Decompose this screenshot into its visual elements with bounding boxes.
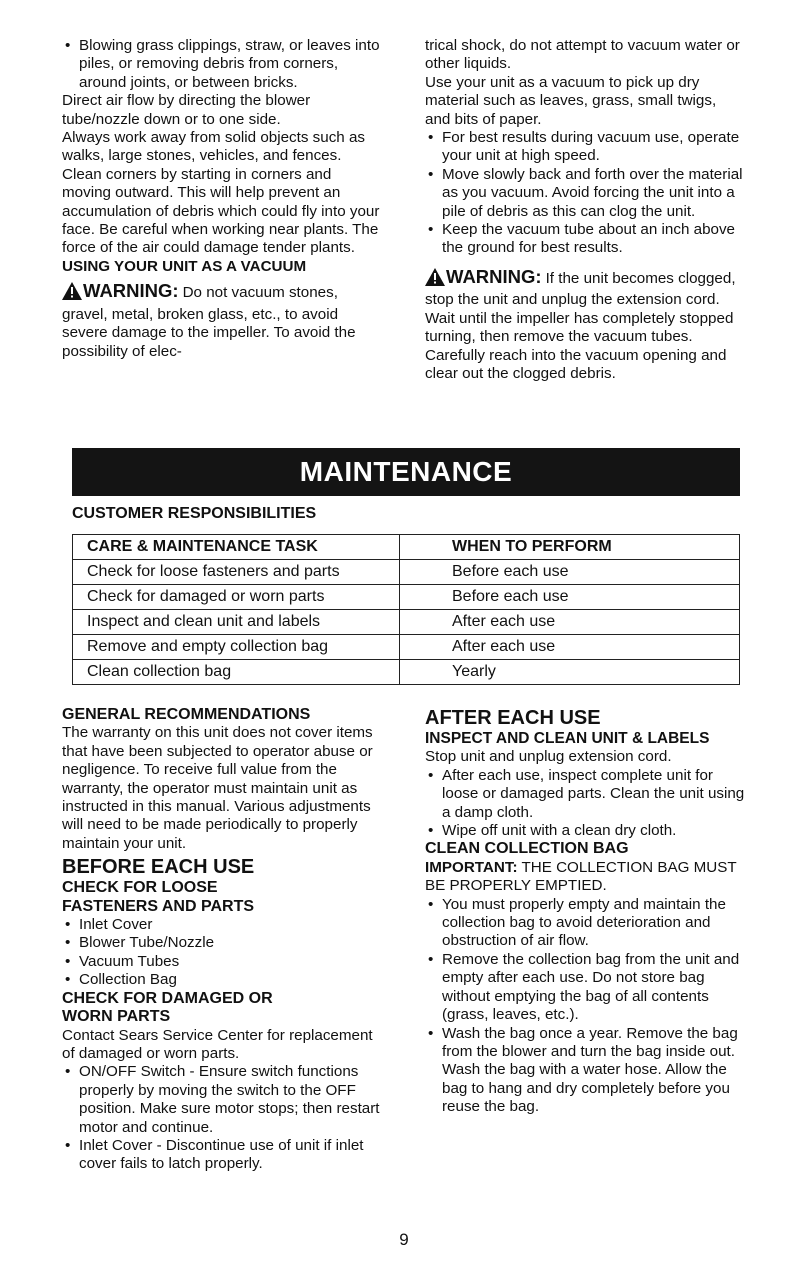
list-item: • Wash the bag once a year. Remove the bag from the blower and turn the bag inside out. Wash the bag with a water hose. Allow the bag to hang and dry completely before you reuse the bag. xyxy=(425,1025,745,1117)
paragraph: Clean corners by starting in corners and moving outward. This will help prevent an accumulation of debris which could fly into your face. Be careful when working near plants. The force of the air could damage tender plants. xyxy=(62,165,380,257)
list-item: • Remove the collection bag from the unit and empty after each use. Do not store bag without emptying the bag of all contents (grass, leaves, etc.). xyxy=(425,951,745,1025)
warning-label: WARNING: xyxy=(446,265,542,287)
list-item: • After each use, inspect complete unit for loose or damaged parts. Clean the unit using a damp cloth. xyxy=(425,767,745,822)
general-recommendations-heading: GENERAL RECOMMENDATIONS xyxy=(62,706,311,723)
table-cell: Before each use xyxy=(400,585,740,610)
list-item: • Blowing grass clippings, straw, or leaves into piles, or removing debris from corners, around joints, or between bricks. xyxy=(62,37,380,92)
table-row xyxy=(73,560,740,585)
warning-block xyxy=(62,282,380,361)
warning-block xyxy=(425,265,743,383)
list-item: • Blower Tube/Nozzle xyxy=(62,934,380,952)
check-loose-heading: CHECK FOR LOOSE FASTENERS AND PARTS xyxy=(62,879,255,915)
table-row xyxy=(73,585,740,610)
list-item: • ON/OFF Switch - Ensure switch functions properly by moving the switch to the OFF position. Make sure motor stops; then restart motor and continue. xyxy=(62,1063,380,1137)
page-number: 9 xyxy=(399,1230,409,1249)
list-item: • Inlet Cover xyxy=(62,916,380,934)
warning-triangle-icon xyxy=(425,268,445,291)
table-cell: Inspect and clean unit and labels xyxy=(73,610,400,635)
important-text: THE COLLECTION BAG MUST BE PROPERLY EMPTIED. xyxy=(425,858,737,895)
table-cell: Check for damaged or worn parts xyxy=(73,585,400,610)
table-header-row xyxy=(73,535,740,560)
list-item: • Move slowly back and forth over the material as you vacuum. Avoid forcing the unit into a pile of debris as this can clog the unit. xyxy=(425,166,743,221)
warning-text: If the unit becomes clogged, stop the unit and unplug the extension cord. Wait until the impeller has completely stopped turning, then remove the vacuum tubes. Carefully reach into the vacuum opening and clear out the clogged debris. xyxy=(425,269,736,382)
list-item: • Inlet Cover - Discontinue use of unit if inlet cover fails to latch properly. xyxy=(62,1137,380,1174)
list-item: • Keep the vacuum tube about an inch above the ground for best results. xyxy=(425,221,743,258)
table-cell: Yearly xyxy=(400,660,740,685)
check-damaged-heading: CHECK FOR DAMAGED OR WORN PARTS xyxy=(62,989,273,1026)
warning-triangle-icon xyxy=(62,282,82,305)
bottom-right-column xyxy=(425,706,745,1117)
warning-label: WARNING: xyxy=(83,280,179,302)
bottom-left-column xyxy=(62,706,380,1174)
before-each-use-heading: BEFORE EACH USE xyxy=(62,856,255,879)
paragraph: Always work away from solid objects such as walks, large stones, vehicles, and fences. xyxy=(62,129,366,165)
section-heading: USING YOUR UNIT AS A VACUUM xyxy=(62,257,307,275)
maintenance-table xyxy=(72,534,740,685)
table-cell: After each use xyxy=(400,610,740,635)
maintenance-banner: MAINTENANCE xyxy=(72,448,740,496)
after-each-use-heading: AFTER EACH USE xyxy=(425,707,601,729)
table-header: CARE & MAINTENANCE TASK xyxy=(73,535,400,560)
inspect-clean-heading: INSPECT AND CLEAN UNIT & LABELS xyxy=(425,730,710,747)
paragraph: Direct air flow by directing the blower tube/nozzle down or to one side. xyxy=(62,92,311,128)
top-right-column xyxy=(425,37,743,383)
important-note xyxy=(425,859,745,896)
list-item: • Collection Bag xyxy=(62,971,380,989)
table-cell: Before each use xyxy=(400,560,740,585)
customer-responsibilities-heading: CUSTOMER RESPONSIBILITIES xyxy=(72,505,317,522)
paragraph: Stop unit and unplug extension cord. xyxy=(425,748,672,766)
table-cell: After each use xyxy=(400,635,740,660)
clean-bag-heading: CLEAN COLLECTION BAG xyxy=(425,840,629,858)
paragraph: trical shock, do not attempt to vacuum water or other liquids. xyxy=(425,37,740,73)
warning-text: Do not vacuum stones, gravel, metal, broken glass, etc., to avoid severe damage to the impeller. To avoid the possibility of elec- xyxy=(62,284,356,360)
list-item: • Wipe off unit with a clean dry cloth. xyxy=(425,822,745,840)
table-header: WHEN TO PERFORM xyxy=(400,535,740,560)
table-row xyxy=(73,660,740,685)
top-left-column xyxy=(62,37,380,361)
list-item: • You must properly empty and maintain the collection bag to avoid deterioration and obstruction of air flow. xyxy=(425,896,745,951)
table-cell: Check for loose fasteners and parts xyxy=(73,560,400,585)
list-item: • For best results during vacuum use, operate your unit at high speed. xyxy=(425,129,743,166)
table-cell: Remove and empty collection bag xyxy=(73,635,400,660)
paragraph: Use your unit as a vacuum to pick up dry material such as leaves, grass, small twigs, and bits of paper. xyxy=(425,73,717,128)
list-item: • Vacuum Tubes xyxy=(62,953,380,971)
table-cell: Clean collection bag xyxy=(73,660,400,685)
table-row xyxy=(73,610,740,635)
paragraph: Contact Sears Service Center for replacement of damaged or worn parts. xyxy=(62,1026,373,1062)
table-row xyxy=(73,635,740,660)
paragraph: The warranty on this unit does not cover items that have been subjected to operator abuse or negligence. To receive full value from the warranty, the operator must maintain unit as instructed in this manual. Various adjustments will need to be made periodically to properly maintain your unit. xyxy=(62,724,373,852)
important-label: IMPORTANT: xyxy=(425,858,518,876)
